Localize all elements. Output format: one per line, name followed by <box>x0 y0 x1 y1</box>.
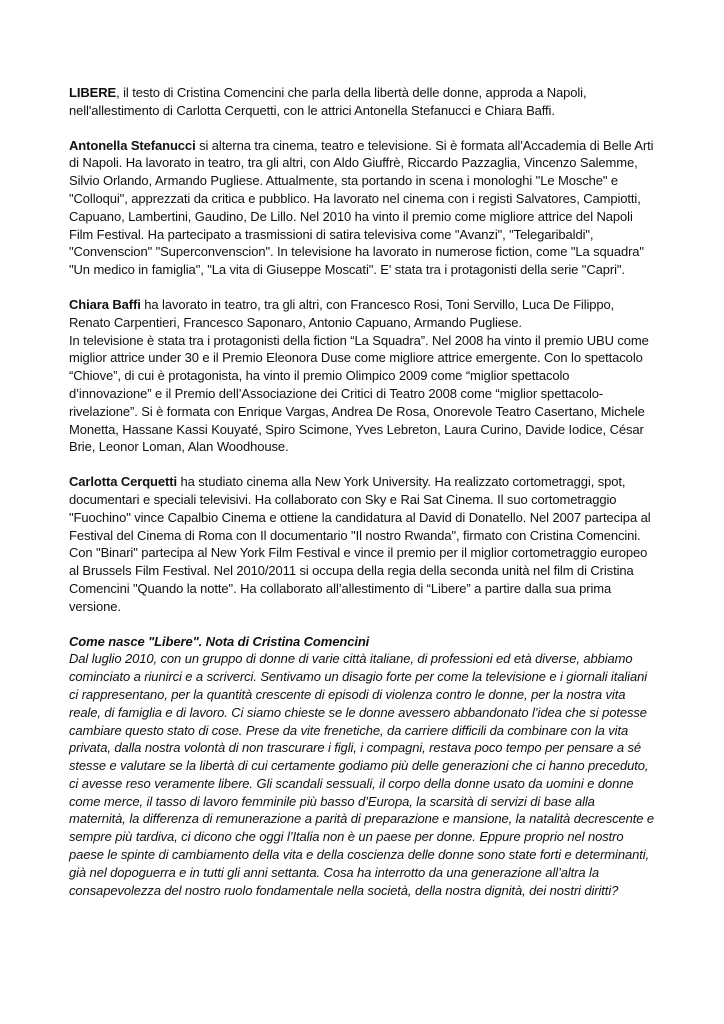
bio-cerquetti-text: ha studiato cinema alla New York University. Ha realizzato cortometraggi, spot, documentari e speciali televisivi. Ha collaborato con Sky e Rai Sat Cinema. Il suo cortometraggio "Fuochino" vince Capalbio Cinema e ottiene la candidatura al David di Donatello. Nel 2007 partecipa al Festival del Cinema di Roma con Il documentario "Il nostro Rwanda", firmato con Cristina Comencini. Con "Binari" partecipa al New York Film Festival e vince il premio per il miglior cortometraggio europeo al Brussels Film Festival. Nel 2010/2011 si occupa della regia della seconda unità nel film di Cristina Comencini "Quando la notte". Ha collaborato all’allestimento di “Libere” a partire dalla sua prima versione. <box>69 474 651 614</box>
bio-stefanucci-text: si alterna tra cinema, teatro e televisione. Si è formata all'Accademia di Belle Arti di Napoli. Ha lavorato in teatro, tra gli altri, con Aldo Giuffrè, Riccardo Pazzaglia, Vincenzo Salemme, Silvio Orlando, Armando Pugliese. Attualmente, sta portando in scena i monologhi "Le Mosche" e "Colloqui", apprezzati da critica e pubblico. Ha lavorato nel cinema con i registi Salvatores, Campiotti, Capuano, Lambertini, Gaudino, De Lillo. Nel 2010 ha vinto il premio come migliore attrice del Napoli Film Festival. Ha partecipato a trasmissioni di satira televisiva come "Avanzi", "Telegaribaldi", "Convenscion" "Superconvenscion". In televisione ha lavorato in numerose fiction, come "La squadra" "Un medico in famiglia", "La vita di Giuseppe Moscati". E' stata tra i protagonisti della serie "Capri". <box>69 137 654 278</box>
play-title: LIBERE <box>69 85 117 100</box>
author-note-body: Dal luglio 2010, con un gruppo di donne di varie città italiane, di professioni ed età diverse, abbiamo cominciato a riunirci e a scriverci. Sentivamo un disagio forte per come la televisione e i giornali italiani ci rappresentano, per la quantità crescente di episodi di violenza contro le donne, per la nostra vita reale, di famiglia e di lavoro. Ci siamo chieste se le donne avessero abbandonato l’idea che si potesse cambiare questo stato di cose. Prese da vite frenetiche, da carriere difficili da combinare con la vita privata, dalla nostra volontà di non trascurare i figli, i compagni, restava poco tempo per pensare a sé stesse e valutare se la libertà di cui certamente godiamo più delle generazioni che ci hanno preceduto, ci avesse reso veramente libere. Gli scandali sessuali, il corpo della donne usato da uomini e donne come merce, il tasso di lavoro femminile più basso d’Europa, la scarsità di servizi di base alla maternità, la differenza di remunerazione a parità di preparazione e mansione, la natalità decrescente e sempre più tardiva, ci dicono che oggi l’Italia non è un paese per donne. Eppure proprio nel nostro paese le spinte di cambiamento della vita e della coscienza delle donne sono state forti e determinanti, già nel dopoguerra e in tutti gli anni settanta. Cosa ha interrotto da una generazione all’altra la consapevolezza del nostro ruolo fondamentale nella società, della nostra dignità, dei nostri diritti? <box>69 651 655 898</box>
intro-text: , il testo di Cristina Comencini che parla della libertà delle donne, approda a Napoli, nell'allestimento di Carlotta Cerquetti, con le attrici Antonella Stefanucci e Chiara Baffi. <box>69 85 587 118</box>
bio-baffi-name: Chiara Baffi <box>69 296 141 312</box>
author-note <box>69 633 655 900</box>
bio-baffi-text: ha lavorato in teatro, tra gli altri, con Francesco Rosi, Toni Servillo, Luca De Filippo, Renato Carpentieri, Francesco Saponaro, Antonio Capuano, Armando Pugliese. <box>69 296 615 330</box>
bio-cerquetti-name: Carlotta Cerquetti <box>69 474 177 490</box>
document-page <box>69 84 655 916</box>
bio-cerquetti <box>69 473 655 615</box>
bio-baffi-text-2: In televisione è stata tra i protagonisti della fiction “La Squadra”. Nel 2008 ha vinto il premio UBU come miglior attrice under 30 e il Premio Eleonora Duse come migliore attrice emergente. Con lo spettacolo “Chiove”, di cui è protagonista, ha vinto il premio Olimpico 2009 come “miglior spettacolo d’innovazione” e il Premio dell’Associazione dei Critici di Teatro 2008 come “miglior spettacolo-rivelazione”. Si è formata con Enrique Vargas, Andrea De Rosa, Onorevole Teatro Casertano, Michele Monetta, Hassane Kassi Kouyaté, Spiro Scimone, Yves Lebreton, Laura Curino, Davide Iodice, César Brie, Leonor Loman, Alan Woodhouse. <box>69 332 649 455</box>
bio-stefanucci <box>69 137 655 279</box>
author-note-title: Come nasce "Libere". Nota di Cristina Comencini <box>69 633 370 649</box>
bio-stefanucci-name: Antonella Stefanucci <box>69 137 196 153</box>
intro-paragraph <box>69 84 655 120</box>
bio-baffi <box>69 296 655 456</box>
